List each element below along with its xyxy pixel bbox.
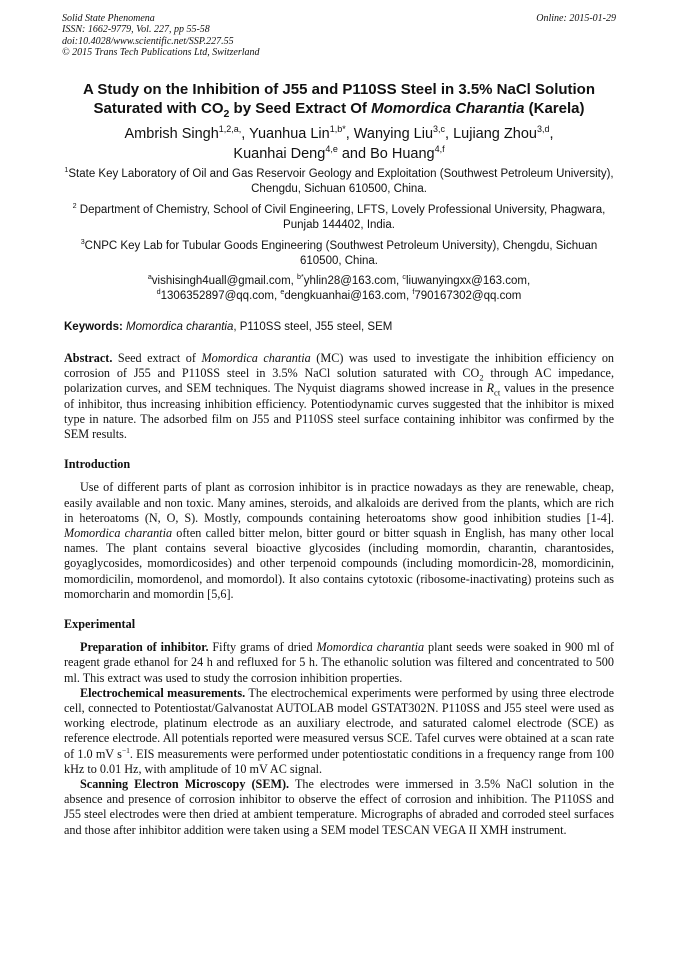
keywords-label: Keywords:: [64, 321, 123, 333]
introduction-text: often called bitter melon, bitter gourd or bitter squash in English, has many other local names. The plant contains several bioactive glycosides (including momordin, charantin, charantosides, goyaglycosides, momordicosides) and other terpenoid compounds (including momordicin-28, momordicinin, momordicilin, momordenol, and momordol). It also contains cytotoxic (ribosome-inactivating) proteins such as momorcharin and momordin [5,6].: [64, 526, 614, 601]
affiliation-text: CNPC Key Lab for Tubular Goods Engineering (Southwest Petroleum University), Chengdu, Sichuan 610500, China.: [84, 240, 598, 267]
abstract-label: Abstract.: [64, 351, 113, 365]
affiliation: [60, 167, 618, 197]
title-text: Saturated with CO: [93, 100, 224, 117]
author-affiliation-marker: 4,f: [434, 144, 445, 155]
paragraph-text: . EIS measurements were performed under potentiostatic conditions in a frequency range from 100 kHz to 0.01 Hz, with amplitude of 10 mV AC signal.: [64, 746, 614, 776]
abstract-text: (MC) was used to investigate the inhibition efficiency on corrosion of J55 and P110SS steel in 3.5% NaCl solution saturated with CO: [64, 351, 615, 381]
issn-line: ISSN: 1662-9779, Vol. 227, pp 55-58: [62, 24, 210, 36]
paper-title: [40, 80, 638, 118]
author-separator: ,: [549, 126, 554, 142]
paragraph-superscript: −1: [121, 745, 130, 755]
abstract-text: Seed extract of: [112, 351, 202, 365]
author-separator: ,: [345, 126, 354, 142]
abstract-text: values in the presence of inhibitor, thus increasing inhibition efficiency. Potentiodynamic curves suggested that the inhibitor is mixed type in nature. The adsorbed film on J55 and P110SS steel surface containing inhibitor was confirmed by the SEM results.: [64, 381, 614, 442]
affiliation: [60, 203, 618, 233]
author-name: Wanying Liu: [353, 126, 434, 142]
paragraph-text: Fifty grams of dried: [208, 640, 317, 655]
email-address[interactable]: 790167302@qq.com: [414, 290, 522, 302]
abstract-italic: R: [486, 381, 495, 396]
paragraph-text: The electrodes were immersed in 3.5% NaCl solution in the absence and presence of corrosion inhibitor to observe the effect of corrosion and inhibition. The P110SS and J55 steel electrodes were then dried at ambient temperature. Micrographs of abraded and corroded steel surfaces and those after inhibitor addition were taken using a SEM model TESCAN VEGA II XMH instrument.: [64, 777, 614, 837]
author-affiliation-marker: 1,2,a,: [218, 124, 242, 135]
author-separator: and: [337, 146, 371, 162]
journal-name: Solid State Phenomena: [62, 13, 155, 24]
paragraph-text: plant seeds were soaked in 900 ml of reagent grade ethanol for 24 h and refluxed for 5 h. The ethanolic solution was filtered and concentrated to 500 ml. This extract was used to study the corrosion inhibition properties.: [64, 640, 614, 685]
email-marker: f: [412, 288, 415, 297]
affiliation: [60, 239, 618, 269]
affiliation-marker: 1: [64, 166, 69, 175]
preparation-paragraph: [64, 640, 614, 686]
abstract-text: through AC impedance, polarization curves, and SEM techniques. The Nyquist diagrams showed increase in: [64, 366, 614, 396]
keyword-italic: Momordica charantia: [122, 321, 234, 333]
abstract-italic: Momordica charantia: [201, 351, 311, 365]
journal-header: [62, 13, 616, 59]
online-date: Online: 2015-01-29: [536, 13, 616, 24]
title-italic: Momordica Charantia: [371, 100, 525, 117]
email-marker: a: [147, 273, 152, 282]
email-address[interactable]: vishisingh4uall@gmail.com,: [151, 275, 298, 287]
email-line-2: [60, 289, 618, 304]
affiliation-marker: 2: [72, 202, 77, 211]
affiliation-list: [60, 167, 618, 275]
affiliation-text: Department of Chemistry, School of Civil Engineering, LFTS, Lovely Professional University, Phagwara, Punjab 144402, India.: [76, 204, 606, 231]
keywords: [64, 320, 614, 335]
email-line-1: [60, 274, 618, 289]
author-affiliation-marker: 3,d: [536, 124, 550, 135]
subsection-label: Scanning Electron Microscopy (SEM).: [80, 777, 290, 792]
abstract-subscript: 2: [479, 372, 484, 383]
abstract: [64, 351, 614, 442]
doi-line: doi:10.4028/www.scientific.net/SSP.227.55: [62, 35, 234, 47]
paragraph-text: The electrochemical experiments were performed by using three electrode cell, connected to Potentiostat/Galvanostat AUTOLAB model GSTAT302N. P110SS and J55 steel were used as working electrode, platinum electrode as an auxiliary electrode, and saturated calomel electrode (SCE) as reference electrode. All potentials reported were measured versus SCE. Tafel curves were obtained at a scan rate of 1.0 mV s: [64, 685, 614, 761]
title-line-1: A Study on the Inhibition of J55 and P110SS Steel in 3.5% NaCl Solution: [82, 81, 596, 98]
introduction-italic: Momordica charantia: [64, 526, 173, 541]
email-address[interactable]: liuwanyingxx@163.com,: [405, 275, 531, 287]
email-address[interactable]: 1306352897@qq.com,: [160, 290, 281, 302]
abstract-subscript: ct: [494, 387, 501, 398]
author-name: Lujiang Zhou: [453, 126, 537, 142]
affiliation-text: State Key Laboratory of Oil and Gas Reservoir Geology and Exploitation (Southwest Petroleum University), Chengdu, Sichuan 610500, China.: [68, 168, 614, 195]
author-line-1: [40, 124, 638, 144]
email-marker: c: [402, 273, 406, 282]
title-text: by Seed Extract Of: [229, 100, 372, 117]
email-marker: e: [280, 288, 285, 297]
introduction-text: Use of different parts of plant as corrosion inhibitor is in practice nowadays as they are renewable, cheap, easily available and non toxic. Many amines, steroids, and alkaloids are derived from the plants, which are rich in heteroatoms (N, O, S). Mostly, compounds containing heteroatoms show good inhibition studies [1-4].: [64, 480, 614, 525]
affiliation-marker: 3: [80, 238, 85, 247]
introduction-paragraph: [64, 480, 614, 602]
sem-paragraph: [64, 777, 614, 838]
electrochemical-paragraph: [64, 686, 614, 777]
author-separator: ,: [241, 126, 250, 142]
title-line-2: [40, 99, 638, 118]
author-name: Yuanhua Lin: [249, 126, 330, 142]
title-text: (Karela): [524, 100, 585, 117]
author-line-2: [40, 144, 638, 164]
author-separator: ,: [445, 126, 454, 142]
paper-body: [64, 351, 614, 838]
introduction-heading: Introduction: [64, 457, 131, 472]
title-subscript: 2: [223, 108, 230, 120]
author-affiliation-marker: 1,b*: [329, 124, 346, 135]
author-affiliation-marker: 3,c: [433, 124, 446, 135]
email-address[interactable]: dengkuanhai@163.com,: [284, 290, 413, 302]
author-list: [40, 124, 638, 164]
paragraph-italic: Momordica charantia: [316, 640, 425, 655]
subsection-label: Electrochemical measurements.: [80, 685, 246, 700]
subsection-label: Preparation of inhibitor.: [80, 640, 209, 655]
keyword-list: , P110SS steel, J55 steel, SEM: [233, 321, 393, 333]
email-address[interactable]: yhlin28@163.com,: [303, 275, 403, 287]
email-marker: d: [156, 288, 161, 297]
copyright-line: © 2015 Trans Tech Publications Ltd, Switzerland: [62, 47, 260, 59]
author-name: Ambrish Singh: [124, 126, 219, 142]
email-marker: b*: [297, 273, 304, 282]
experimental-heading: Experimental: [64, 617, 136, 632]
author-affiliation-marker: 4,e: [325, 144, 338, 155]
author-name: Bo Huang: [370, 146, 435, 162]
email-list: [60, 274, 618, 304]
author-name: Kuanhai Deng: [233, 146, 326, 162]
